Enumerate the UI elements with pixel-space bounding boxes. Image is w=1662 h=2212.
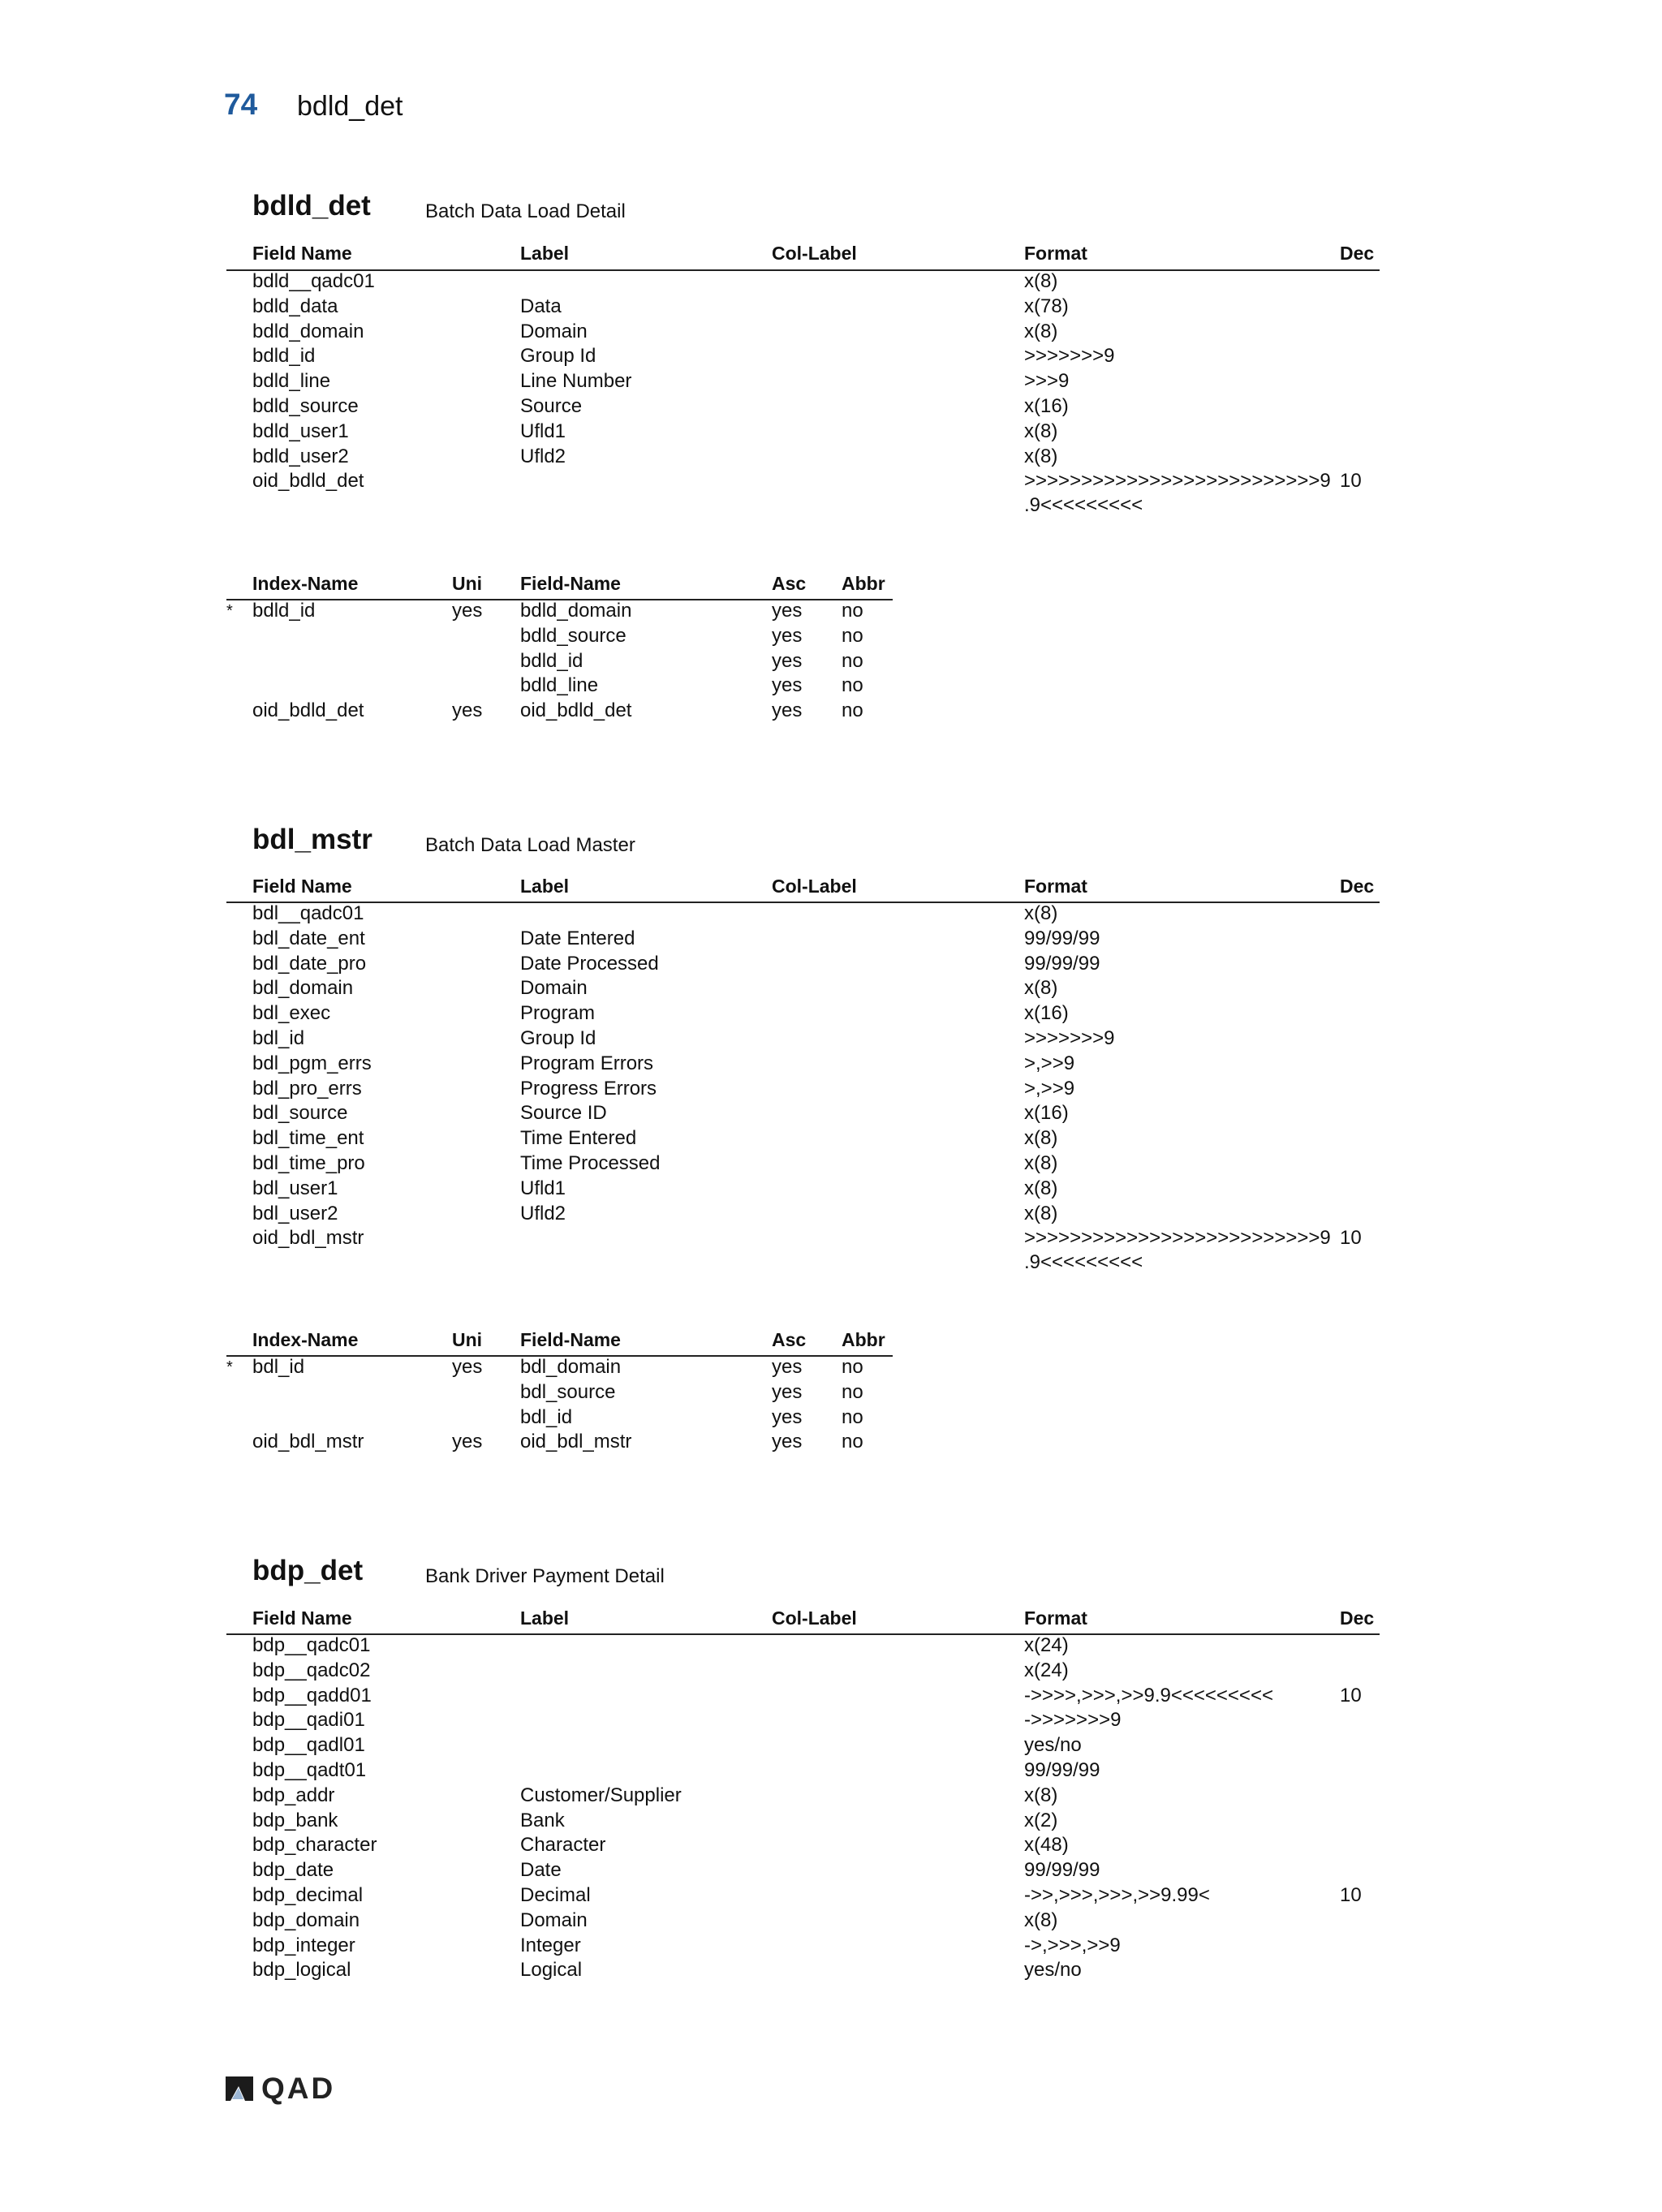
field-name-cell: bdp__qadd01 [252,1684,372,1706]
field-format-cell: x(16) [1024,1102,1069,1125]
field-format-cell: x(8) [1024,902,1058,924]
field-table-rule [226,1633,1380,1635]
field-label-cell: Line Number [520,370,632,393]
field-name-cell: bdl_date_pro [252,952,367,975]
header-dec: Dec [1340,876,1375,897]
field-label-cell: Program [520,1002,596,1025]
field-name-cell: bdp__qadi01 [252,1709,365,1732]
table-description: Batch Data Load Detail [425,200,626,222]
field-format-cell: 99/99/99 [1024,1759,1100,1781]
field-label-cell: Data [520,295,562,317]
header-field-name: Field Name [252,243,352,264]
field-format-cell: x(78) [1024,295,1069,317]
field-label-cell: Group Id [520,345,596,368]
index-field-cell: bdld_id [520,649,583,672]
field-name-cell: bdp__qadc01 [252,1634,371,1656]
field-name-cell: bdp_character [252,1834,377,1857]
header-format: Format [1024,243,1087,264]
field-label-cell: Character [520,1834,606,1857]
header-dec: Dec [1340,1607,1375,1629]
index-abbr-cell: no [842,1356,863,1378]
index-abbr-cell: no [842,674,863,697]
index-asc-cell: yes [772,1431,803,1453]
field-label-cell: Progress Errors [520,1077,657,1100]
index-field-cell: bdl_source [520,1380,616,1403]
header-format: Format [1024,876,1087,897]
field-name-cell: bdp_bank [252,1809,338,1831]
index-field-cell: bdld_line [520,674,599,697]
field-name-cell: bdld_user2 [252,445,349,467]
field-format-cell: x(8) [1024,1177,1058,1199]
index-name-cell: bdl_id [252,1356,305,1378]
index-field-cell: oid_bdld_det [520,699,632,722]
header-dec: Dec [1340,243,1375,264]
field-name-cell: bdld__qadc01 [252,270,375,292]
field-name-cell: bdp_logical [252,1959,351,1982]
field-format-cell: x(8) [1024,1202,1058,1224]
field-format-cell: 99/99/99 [1024,1859,1100,1882]
index-uni-cell: yes [452,1431,483,1453]
header-field-name: Field-Name [520,1329,621,1350]
index-name-cell: bdld_id [252,600,316,622]
field-label-cell: Integer [520,1934,581,1956]
field-name-cell: bdl_user2 [252,1202,338,1224]
header-col-label: Col-Label [772,243,857,264]
header-asc: Asc [772,573,807,594]
field-name-cell: bdl_time_pro [252,1152,365,1174]
field-name-cell: bdld_source [252,395,359,417]
field-format-cell: yes/no [1024,1734,1082,1757]
index-uni-cell: yes [452,1356,483,1378]
field-format-cont-cell: .9<<<<<<<<< [1024,494,1143,517]
header-field-name: Field-Name [520,573,621,594]
field-label-cell: Domain [520,1909,588,1931]
header-label: Label [520,243,570,264]
field-name-cell: bdld_data [252,295,338,317]
header-index-name: Index-Name [252,1329,359,1350]
index-field-cell: oid_bdl_mstr [520,1431,632,1453]
header-abbr: Abbr [842,1329,885,1350]
field-format-cell: x(8) [1024,977,1058,1000]
index-field-cell: bdld_domain [520,600,632,622]
field-format-cell: >>>>>>>>>>>>>>>>>>>>>>>>>>9 [1024,470,1331,493]
field-name-cell: bdp_domain [252,1909,360,1931]
field-label-cell: Program Errors [520,1052,654,1074]
field-format-cont-cell: .9<<<<<<<<< [1024,1251,1143,1274]
field-name-cell: oid_bdl_mstr [252,1227,364,1250]
field-name-cell: bdl_pgm_errs [252,1052,372,1074]
field-dec-cell: 10 [1340,1227,1362,1250]
field-label-cell: Time Entered [520,1127,637,1150]
field-name-cell: bdl_time_ent [252,1127,364,1150]
header-col-label: Col-Label [772,876,857,897]
field-label-cell: Ufld2 [520,1202,566,1224]
field-dec-cell: 10 [1340,470,1362,493]
table-description: Batch Data Load Master [425,834,635,856]
field-name-cell: bdp_date [252,1859,334,1882]
field-format-cell: >>>>>>>9 [1024,1027,1115,1049]
field-dec-cell: 10 [1340,1884,1362,1906]
field-format-cell: x(8) [1024,1127,1058,1150]
index-uni-cell: yes [452,699,483,722]
logo-text: QAD [261,2072,336,2105]
index-name-cell: oid_bdl_mstr [252,1431,364,1453]
field-name-cell: bdld_user1 [252,420,349,442]
field-label-cell: Time Processed [520,1152,661,1174]
table-name: bdl_mstr [252,824,372,855]
running-header: bdld_det [297,91,403,122]
header-index-name: Index-Name [252,573,359,594]
index-asc-cell: yes [772,1380,803,1403]
field-name-cell: bdld_line [252,370,331,393]
field-format-cell: x(16) [1024,395,1069,417]
index-abbr-cell: no [842,1431,863,1453]
field-format-cell: x(16) [1024,1002,1069,1025]
field-label-cell: Customer/Supplier [520,1784,682,1806]
index-abbr-cell: no [842,699,863,722]
index-asc-cell: yes [772,1405,803,1428]
index-field-cell: bdl_id [520,1405,573,1428]
field-label-cell: Bank [520,1809,565,1831]
index-asc-cell: yes [772,600,803,622]
field-label-cell: Group Id [520,1027,596,1049]
index-asc-cell: yes [772,674,803,697]
field-label-cell: Ufld1 [520,1177,566,1199]
index-asc-cell: yes [772,699,803,722]
field-name-cell: bdp__qadc02 [252,1659,371,1681]
index-abbr-cell: no [842,600,863,622]
field-name-cell: bdl_date_ent [252,927,365,949]
field-format-cell: x(8) [1024,270,1058,292]
index-name-cell: oid_bdld_det [252,699,364,722]
header-col-label: Col-Label [772,1607,857,1629]
index-abbr-cell: no [842,1380,863,1403]
field-name-cell: bdp_addr [252,1784,335,1806]
field-format-cell: x(48) [1024,1834,1069,1857]
field-label-cell: Source [520,395,583,417]
field-format-cell: 99/99/99 [1024,927,1100,949]
page-number: 74 [224,88,258,121]
primary-index-marker: * [226,1358,233,1376]
field-format-cell: x(8) [1024,445,1058,467]
field-label-cell: Domain [520,320,588,342]
field-name-cell: bdl_user1 [252,1177,338,1199]
index-uni-cell: yes [452,600,483,622]
field-name-cell: bdl_source [252,1102,348,1125]
field-name-cell: bdp__qadl01 [252,1734,365,1757]
field-name-cell: bdl_pro_errs [252,1077,362,1100]
field-format-cell: ->>,>>>,>>>,>>9.99< [1024,1884,1210,1906]
field-label-cell: Ufld2 [520,445,566,467]
field-table-rule [226,269,1380,271]
field-dec-cell: 10 [1340,1684,1362,1706]
field-name-cell: bdl_domain [252,977,354,1000]
field-format-cell: ->,>>>,>>9 [1024,1934,1121,1956]
qad-logo-icon [224,2075,255,2102]
field-format-cell: >>>>>>>>>>>>>>>>>>>>>>>>>>9 [1024,1227,1331,1250]
index-asc-cell: yes [772,1356,803,1378]
field-label-cell: Ufld1 [520,420,566,442]
field-format-cell: x(2) [1024,1809,1058,1831]
index-abbr-cell: no [842,624,863,647]
field-format-cell: x(8) [1024,1909,1058,1931]
table-name: bdp_det [252,1555,364,1586]
index-asc-cell: yes [772,649,803,672]
field-format-cell: yes/no [1024,1959,1082,1982]
field-name-cell: bdld_id [252,345,316,368]
primary-index-marker: * [226,602,233,620]
field-format-cell: >,>>9 [1024,1077,1075,1100]
field-label-cell: Source ID [520,1102,607,1125]
field-format-cell: x(24) [1024,1659,1069,1681]
field-format-cell: ->>>>>>>9 [1024,1709,1122,1732]
field-format-cell: x(8) [1024,1784,1058,1806]
field-label-cell: Logical [520,1959,583,1982]
field-name-cell: bdl__qadc01 [252,902,364,924]
field-label-cell: Date Processed [520,952,659,975]
field-format-cell: x(8) [1024,420,1058,442]
field-name-cell: oid_bdld_det [252,470,364,493]
header-field-name: Field Name [252,1607,352,1629]
header-label: Label [520,1607,570,1629]
index-field-cell: bdl_domain [520,1356,622,1378]
header-asc: Asc [772,1329,807,1350]
field-name-cell: bdp_decimal [252,1884,364,1906]
field-format-cell: x(8) [1024,320,1058,342]
header-uni: Uni [452,573,483,594]
header-abbr: Abbr [842,573,885,594]
field-label-cell: Date [520,1859,562,1882]
field-format-cell: 99/99/99 [1024,952,1100,975]
index-field-cell: bdld_source [520,624,626,647]
field-label-cell: Decimal [520,1884,591,1906]
field-name-cell: bdp_integer [252,1934,355,1956]
field-format-cell: >>>9 [1024,370,1070,393]
field-name-cell: bdl_id [252,1027,305,1049]
field-format-cell: x(24) [1024,1634,1069,1656]
field-format-cell: ->>>>,>>>,>>9.9<<<<<<<<< [1024,1684,1273,1706]
field-name-cell: bdl_exec [252,1002,331,1025]
field-table-rule [226,902,1380,903]
field-format-cell: x(8) [1024,1152,1058,1174]
field-format-cell: >>>>>>>9 [1024,345,1115,368]
qad-logo [224,2072,335,2106]
index-abbr-cell: no [842,649,863,672]
header-format: Format [1024,1607,1087,1629]
index-asc-cell: yes [772,624,803,647]
header-field-name: Field Name [252,876,352,897]
field-name-cell: bdld_domain [252,320,364,342]
header-uni: Uni [452,1329,483,1350]
field-label-cell: Date Entered [520,927,635,949]
field-format-cell: >,>>9 [1024,1052,1075,1074]
table-name: bdld_det [252,190,371,222]
header-label: Label [520,876,570,897]
field-label-cell: Domain [520,977,588,1000]
index-abbr-cell: no [842,1405,863,1428]
field-name-cell: bdp__qadt01 [252,1759,367,1781]
table-description: Bank Driver Payment Detail [425,1565,665,1587]
